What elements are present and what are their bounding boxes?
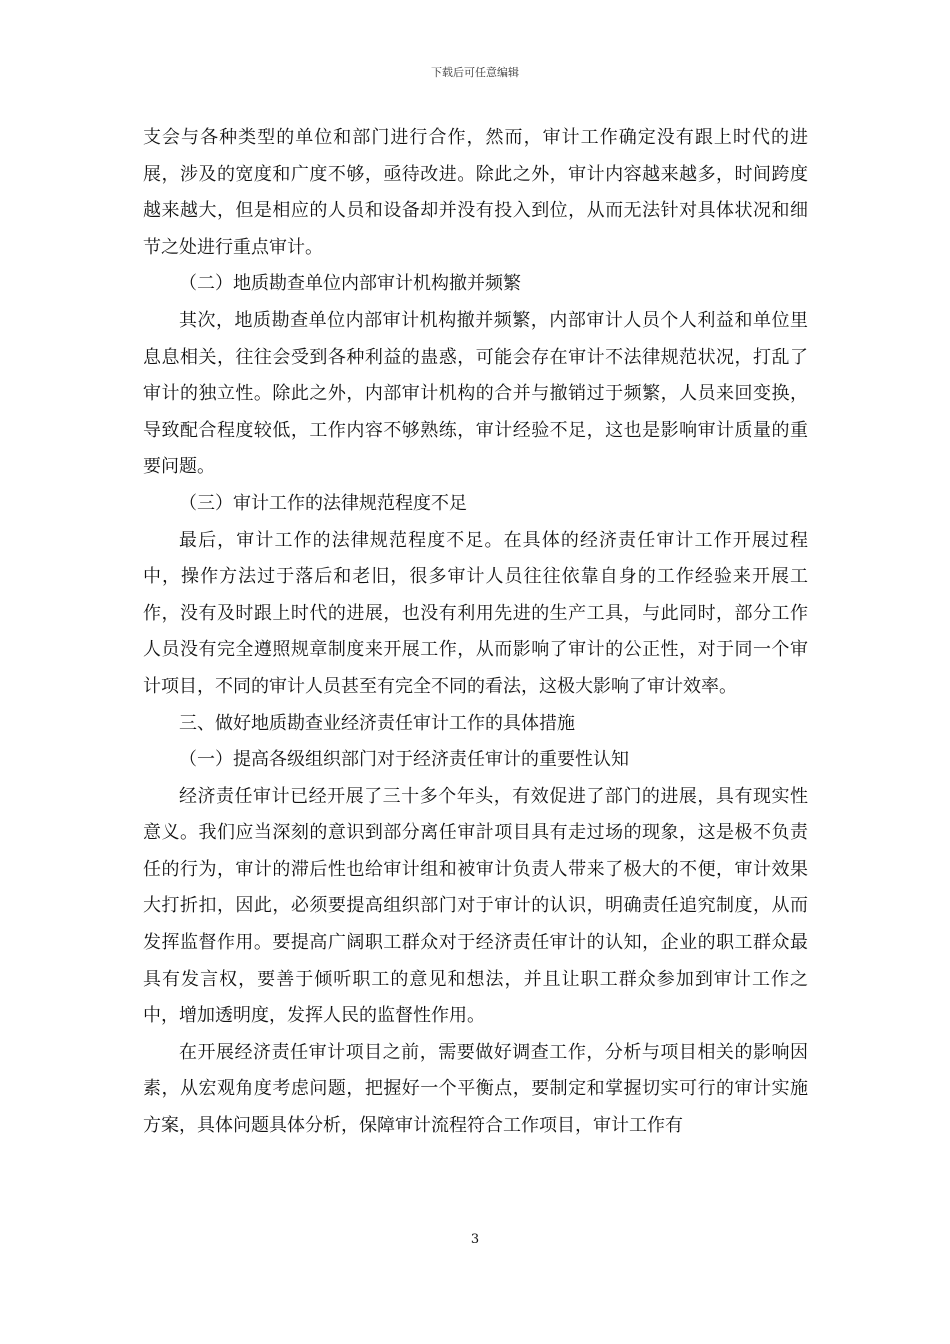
section-heading-3: （三）审计工作的法律规范程度不足 — [179, 492, 467, 514]
paragraph: 在开展经济责任审计项目之前，需要做好调查工作，分析与项目相关的影响因素，从宏观角度考虑问题，把握好一个平衡点，要制定和掌握切实可行的审计实施方案，具体问题具体分析，保障审计流程符合工作项目，审计工作有 — [143, 1041, 808, 1137]
paragraph: 经济责任审计已经开展了三十多个年头，有效促进了部门的进展，具有现实性意义。我们应当深刻的意识到部分离任审計项目具有走过场的现象，这是极不负责任的行为，审计的滞后性也给审计组和被审计负责人带来了极大的不便，审计效果大打折扣，因此，必须要提高组织部门对于审计的认识，明确责任追究制度，从而发挥监督作用。要提高广阔职工群众对于经济责任审计的认知，企业的职工群众最具有发言权，要善于倾听职工的意见和想法，并且让职工群众参加到审计工作之中，增加透明度，发挥人民的监督性作用。 — [143, 785, 808, 1027]
chapter-heading-3: 三、做好地质勘查业经济责任审计工作的具体措施 — [179, 712, 575, 734]
paragraph: 最后，审计工作的法律规范程度不足。在具体的经济责任审计工作开展过程中，操作方法过于落后和老旧，很多审计人员往往依靠自身的工作经验来开展工作，没有及时跟上时代的进展，也没有利用先进的生产工具，与此同时，部分工作人员没有完全遵照规章制度来开展工作，从而影响了审计的公正性，对于同一个审计项目，不同的审计人员甚至有完全不同的看法，这极大影响了审计效率。 — [143, 529, 808, 697]
document-body — [143, 120, 808, 1145]
section-heading-1: （一）提高各级组织部门对于经济责任审计的重要性认知 — [179, 749, 629, 771]
paragraph-continuation: 支会与各种类型的单位和部门进行合作，然而，审计工作确定没有跟上时代的进展，涉及的宽度和广度不够，亟待改进。除此之外，审计内容越来越多，时间跨度越来越大，但是相应的人员和设备却并没有投入到位，从而无法针对具体状况和细节之处进行重点审计。 — [143, 127, 808, 258]
page-number: 3 — [470, 1232, 480, 1247]
section-heading-2: （二）地质勘查单位内部审计机构撤并频繁 — [179, 273, 521, 295]
paragraph: 其次，地质勘查单位内部审计机构撤并频繁，内部审计人员个人利益和单位里息息相关，往往会受到各种利益的蛊惑，可能会存在审计不法律规范状况，打乱了审计的独立性。除此之外，内部审计机构的合并与撤销过于频繁，人员来回变换，导致配合程度较低，工作内容不够熟练，审计经验不足，这也是影响审计质量的重要问题。 — [143, 309, 808, 478]
page-header: 下载后可任意编辑 — [431, 66, 519, 79]
